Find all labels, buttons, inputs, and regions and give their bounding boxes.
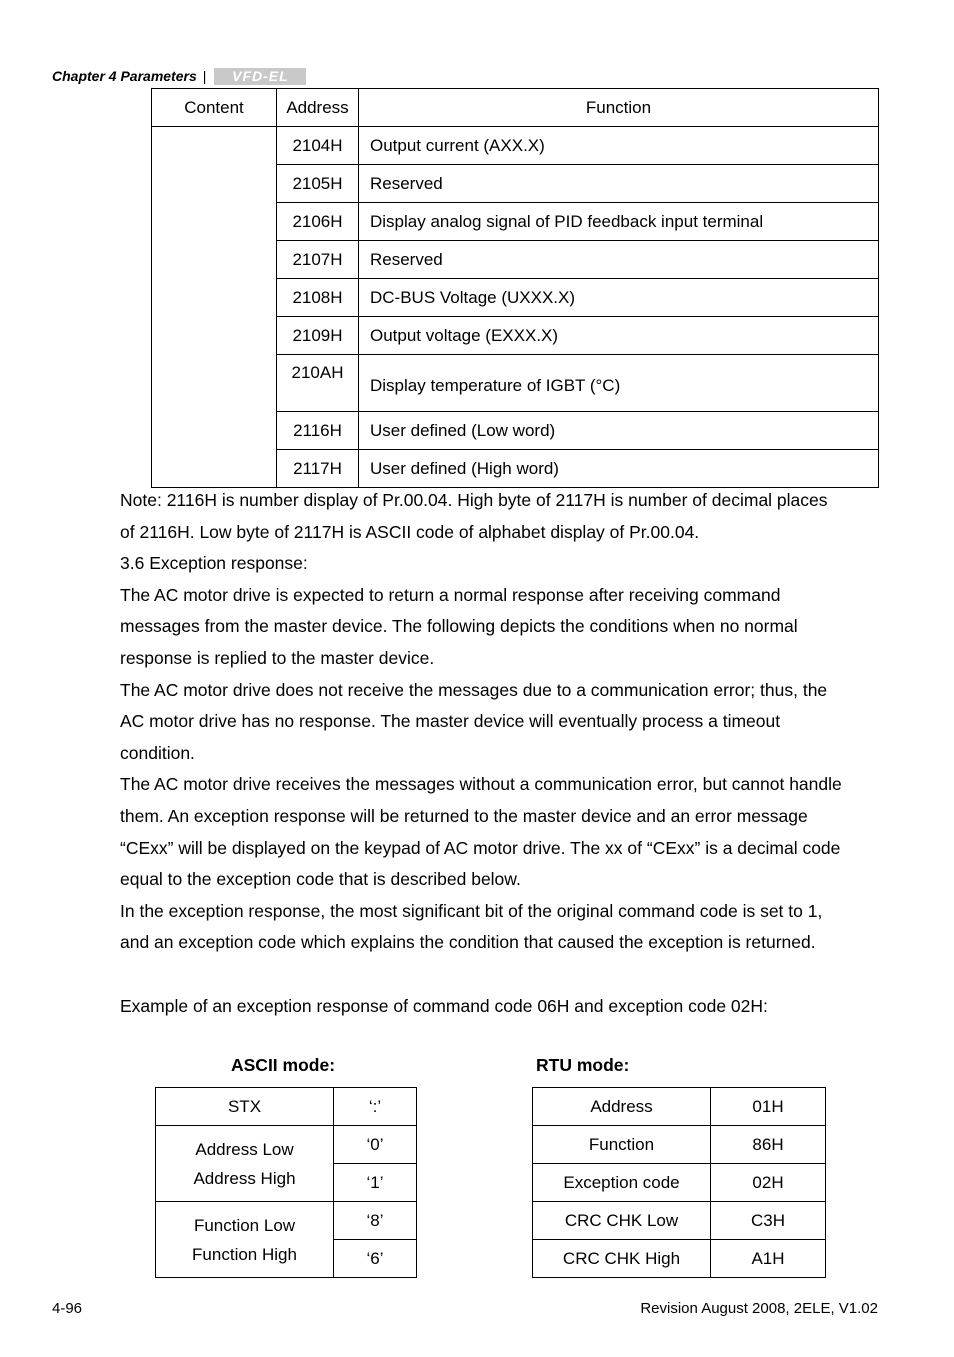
note-line: Note: 2116H is number display of Pr.00.04. High byte of 2117H is number of decimal places [120,490,828,510]
rtu-name-cell: Exception code [533,1164,711,1202]
rtu-name-cell: CRC CHK Low [533,1202,711,1240]
chapter-title: Chapter 4 Parameters [52,68,197,84]
table-row [156,1088,417,1126]
function-cell: Display temperature of IGBT (°C) [359,355,879,412]
paragraph-line: The AC motor drive is expected to return a normal response after receiving command [120,584,781,605]
rtu-value-cell: 86H [711,1126,826,1164]
rtu-name-cell: CRC CHK High [533,1240,711,1278]
table-row [156,1126,417,1164]
table-row [533,1240,826,1278]
paragraph-line: response is replied to the master device. [120,647,435,668]
rtu-mode-label: RTU mode: [536,1055,630,1075]
stx-name-cell: STX [156,1088,334,1126]
header-separator: | [202,68,207,84]
rtu-value-cell: C3H [711,1202,826,1240]
function-value-cell: ‘6’ [334,1240,417,1278]
address-cell: 210AH [277,355,359,412]
paragraph-line: equal to the exception code that is described below. [120,869,521,890]
table-row [533,1088,826,1126]
body-text [120,485,890,1022]
address-cell: 2117H [277,450,359,488]
address-high-label: Address High [193,1168,296,1188]
table-row [533,1202,826,1240]
paragraph-line: messages from the master device. The following depicts the conditions when no normal [120,616,798,637]
rtu-value-cell: 01H [711,1088,826,1126]
address-cell: 2104H [277,127,359,165]
paragraph-line: AC motor drive has no response. The master device will eventually process a timeout [120,711,781,732]
function-cell: Output voltage (EXXX.X) [359,317,879,355]
note-line: of 2116H. Low byte of 2117H is ASCII code of alphabet display of Pr.00.04. [120,521,700,542]
table-row [156,1202,417,1240]
function-high-label: Function High [192,1244,297,1264]
register-address-table [151,88,879,488]
revision-info: Revision August 2008, 2ELE, V1.02 [640,1300,878,1317]
paragraph-line: In the exception response, the most significant bit of the original command code is set to 1, [120,900,823,921]
rtu-value-cell: 02H [711,1164,826,1202]
address-cell: 2109H [277,317,359,355]
address-cell: 2108H [277,279,359,317]
header-function: Function [359,89,879,127]
stx-value-cell: ‘:’ [334,1088,417,1126]
ascii-mode-label: ASCII mode: [231,1055,336,1075]
rtu-value-cell: A1H [711,1240,826,1278]
function-cell: DC-BUS Voltage (UXXX.X) [359,279,879,317]
function-name-cell [156,1202,334,1278]
page-number: 4-96 [52,1300,83,1317]
address-cell: 2106H [277,203,359,241]
paragraph-line: The AC motor drive does not receive the messages due to a communication error; thus, the [120,679,828,700]
paragraph-line: “CExx” will be displayed on the keypad of AC motor drive. The xx of “CExx” is a decimal code [120,837,841,858]
paragraph-line: The AC motor drive receives the messages without a communication error, but cannot handle [120,774,842,795]
address-cell: 2116H [277,412,359,450]
rtu-name-cell: Address [533,1088,711,1126]
function-cell: Reserved [359,165,879,203]
header-content: Content [152,89,277,127]
function-cell: Display analog signal of PID feedback input terminal [359,203,879,241]
function-cell: User defined (High word) [359,450,879,488]
rtu-name-cell: Function [533,1126,711,1164]
header-address: Address [277,89,359,127]
function-cell: Reserved [359,241,879,279]
address-low-label: Address Low [195,1139,294,1159]
address-cell: 2107H [277,241,359,279]
address-value-cell: ‘1’ [334,1164,417,1202]
function-cell: Output current (AXX.X) [359,127,879,165]
example-line: Example of an exception response of command code 06H and exception code 02H: [120,995,768,1016]
address-name-cell [156,1126,334,1202]
table-header-row [152,89,879,127]
spacer [120,959,890,991]
paragraph-line: and an exception code which explains the condition that caused the exception is returned. [120,932,816,953]
ascii-mode-table [155,1087,417,1278]
rtu-mode-table [532,1087,826,1278]
vfd-el-logo: VFD-EL [214,68,306,85]
function-value-cell: ‘8’ [334,1202,417,1240]
table-row [533,1126,826,1164]
table-row [533,1164,826,1202]
function-low-label: Function Low [193,1215,296,1235]
page-header [52,66,306,86]
content-cell [152,127,277,488]
paragraph-line: them. An exception response will be returned to the master device and an error message [120,805,808,826]
address-value-cell: ‘0’ [334,1126,417,1164]
function-cell: User defined (Low word) [359,412,879,450]
address-cell: 2105H [277,165,359,203]
table-row [152,127,879,165]
paragraph-line: condition. [120,742,195,763]
section-title: 3.6 Exception response: [120,553,308,574]
